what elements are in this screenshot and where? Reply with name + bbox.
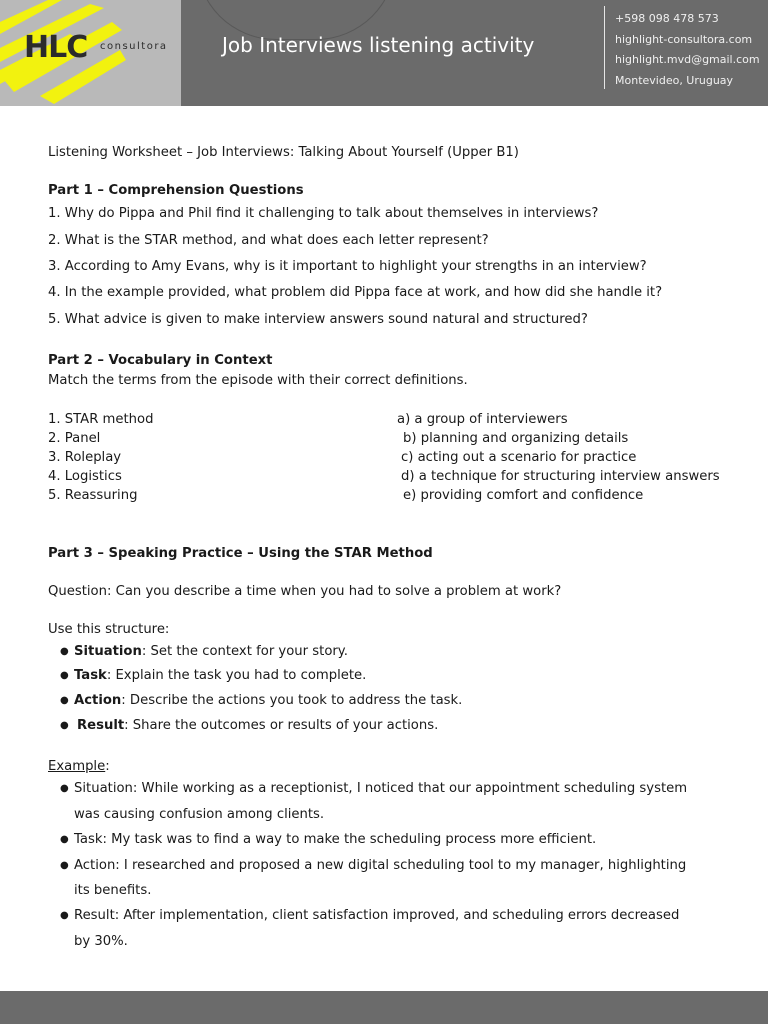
part3-heading: Part 3 – Speaking Practice – Using the STAR Method [48,546,433,561]
bullet-icon: ● [60,695,69,706]
bullet-icon: ● [60,834,69,845]
header-banner [0,0,768,106]
bullet-icon: ● [60,646,69,657]
example-text: Result: After implementation, client satisfaction improved, and scheduling errors decreased [74,908,680,923]
contact-website: highlight-consultora.com [615,32,753,46]
bullet-icon: ● [60,860,69,871]
bullet-icon: ● [60,670,69,681]
example-item [60,780,688,798]
vocab-definition: b) planning and organizing details [403,431,629,446]
example-item [60,857,687,875]
vocab-definition: e) providing comfort and confidence [403,488,644,503]
footer-bar [0,991,768,1024]
vocab-term: 4. Logistics [48,469,122,484]
vocab-term: 3. Roleplay [48,450,122,465]
structure-text: : Explain the task you had to complete. [106,668,367,683]
question-item: 4. In the example provided, what problem did Pippa face at work, and how did she handle it? [48,285,663,300]
question-item: 2. What is the STAR method, and what does each letter represent? [48,233,489,248]
example-text-continued: by 30%. [74,934,128,949]
contact-location: Montevideo, Uruguay [615,73,734,87]
contact-info [615,10,760,92]
question-item: 5. What advice is given to make interview answers sound natural and structured? [48,312,588,327]
contact-email: highlight.mvd@gmail.com [615,53,760,66]
vocab-definition: d) a technique for structuring interview answers [401,469,720,484]
example-text-continued: its benefits. [74,883,152,898]
example-label-colon: : [105,759,110,774]
logo [0,0,181,106]
example-label-text: Example [48,759,106,774]
header-divider [604,6,605,89]
speaking-question: Question: Can you describe a time when you had to solve a problem at work? [48,584,562,599]
example-text: Situation: While working as a receptionist, I noticed that our appointment scheduling system [74,781,688,796]
page-title: Job Interviews listening activity [222,33,535,57]
structure-term: Task [74,668,107,683]
worksheet-title: Listening Worksheet – Job Interviews: Talking About Yourself (Upper B1) [48,145,519,160]
question-item: 3. According to Amy Evans, why is it important to highlight your strengths in an interview? [48,259,647,274]
structure-text: : Describe the actions you took to address the task. [121,693,463,708]
part2-heading: Part 2 – Vocabulary in Context [48,353,273,368]
vocab-definition: c) acting out a scenario for practice [401,450,637,465]
part2-instruction: Match the terms from the episode with their correct definitions. [48,373,468,388]
structure-text: : Share the outcomes or results of your actions. [124,718,439,733]
logo-subtext: consultora [100,41,168,52]
structure-term: Result [77,718,125,733]
part1-heading: Part 1 – Comprehension Questions [48,183,304,198]
vocab-term: 5. Reassuring [48,488,138,503]
logo-text: HLC [24,30,88,65]
structure-item [60,643,348,661]
structure-item [60,692,463,710]
bullet-icon: ● [60,910,69,921]
vocab-definition: a) a group of interviewers [397,412,568,427]
structure-term: Situation [74,644,142,659]
structure-item [60,667,367,685]
question-item: 1. Why do Pippa and Phil find it challenging to talk about themselves in interviews? [48,206,599,221]
vocab-term: 2. Panel [48,431,101,446]
example-text-continued: was causing confusion among clients. [74,807,325,822]
contact-phone: +598 098 478 573 [615,12,719,25]
example-text: Task: My task was to find a way to make the scheduling process more efficient. [74,832,597,847]
example-item [60,907,680,925]
structure-text: : Set the context for your story. [141,644,348,659]
structure-label: Use this structure: [48,622,170,637]
bullet-icon: ● [60,783,69,794]
example-text: Action: I researched and proposed a new digital scheduling tool to my manager, highlighting [74,858,687,873]
bullet-icon: ● [60,720,69,731]
structure-term: Action [74,693,122,708]
structure-item [60,717,439,735]
example-item [60,831,597,849]
vocab-term: 1. STAR method [48,412,154,427]
example-label [48,758,110,776]
